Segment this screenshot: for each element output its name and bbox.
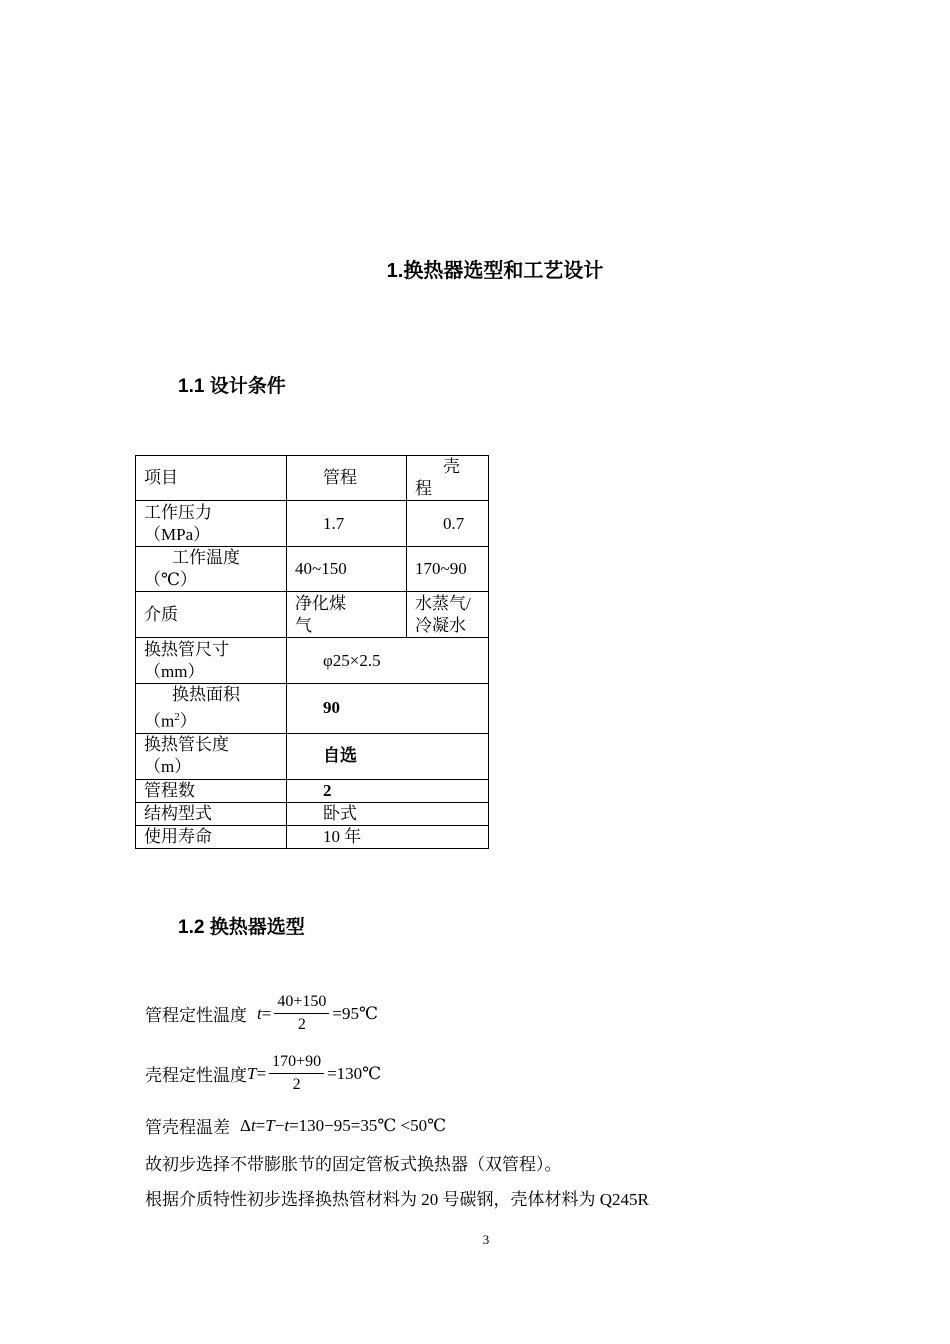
eq2-fraction — [269, 1051, 324, 1096]
equation-shell-temperature — [145, 1051, 381, 1096]
header-tube: 管程 — [287, 456, 407, 501]
eq2-equals: = — [256, 1063, 267, 1083]
design-conditions-table — [135, 455, 489, 849]
medium-tube-line2: 气 — [295, 615, 312, 635]
life-label: 使用寿命 — [136, 825, 287, 848]
eq3-minus: − — [274, 1115, 285, 1135]
eq3-T: T — [265, 1115, 275, 1135]
medium-shell-line1: 水蒸气/ — [415, 593, 471, 613]
tube-size-label-line2: （mm） — [144, 661, 205, 681]
header-item: 项目 — [136, 456, 287, 501]
table-row — [136, 779, 489, 802]
table-row — [136, 733, 489, 779]
table-row — [136, 592, 489, 638]
table-row — [136, 802, 489, 825]
temperature-shell: 170~90 — [407, 547, 489, 592]
medium-shell — [407, 592, 489, 638]
eq3-delta: Δ — [240, 1115, 251, 1135]
eq2-label: 壳程定性温度 — [145, 1066, 247, 1085]
eq1-fraction — [274, 991, 329, 1036]
eq2-numerator: 170+90 — [269, 1051, 324, 1074]
area-label-line2 — [144, 706, 286, 733]
table-row — [136, 501, 489, 547]
tube-size-label — [136, 638, 287, 684]
temperature-label-line2: （℃） — [144, 570, 198, 589]
eq1-denominator: 2 — [297, 1016, 306, 1033]
medium-label: 介质 — [136, 592, 287, 638]
eq1-numerator: 40+150 — [274, 991, 329, 1014]
section-heading-design-conditions: 1.1 设计条件 — [178, 376, 286, 397]
pressure-label-line2: （MPa） — [144, 524, 211, 544]
eq2-var: T — [247, 1063, 257, 1083]
area-unit-suffix: ） — [179, 711, 197, 731]
eq1-result: =95℃ — [332, 1003, 378, 1023]
paragraph-selection: 故初步选择不带膨胀节的固定管板式换热器（双管程）。 — [145, 1155, 562, 1174]
table-row — [136, 638, 489, 684]
equation-temperature-difference — [145, 1113, 446, 1138]
area-value: 90 — [287, 684, 489, 734]
header-shell-line1: 壳 — [443, 457, 460, 476]
tube-size-label-line1: 换热管尺寸 — [144, 639, 229, 659]
paragraph-materials: 根据介质特性初步选择换热管材料为 20 号碳钢，壳体材料为 Q245R — [145, 1190, 649, 1209]
table-row — [136, 547, 489, 592]
eq2-result: =130℃ — [327, 1063, 382, 1083]
pressure-tube: 1.7 — [287, 501, 407, 547]
tube-length-label-line2: （m） — [144, 757, 192, 777]
structure-value: 卧式 — [287, 802, 489, 825]
eq3-equals: = — [255, 1115, 266, 1135]
eq3-t1: t — [250, 1115, 256, 1135]
area-unit-prefix: （m — [144, 711, 175, 731]
pressure-label-line1: 工作压力 — [144, 502, 212, 522]
medium-tube-line1: 净化煤 — [295, 593, 346, 613]
pressure-shell: 0.7 — [407, 501, 489, 547]
temperature-label-line1: 工作温度 — [172, 548, 240, 567]
equation-tube-temperature — [145, 991, 378, 1036]
eq1-var: t — [257, 1003, 262, 1023]
page-title: 1.换热器选型和工艺设计 — [386, 260, 604, 282]
area-label-line1: 换热面积 — [172, 685, 240, 704]
structure-label: 结构型式 — [136, 802, 287, 825]
passes-value: 2 — [287, 779, 489, 802]
eq3-label: 管壳程温差 — [145, 1118, 230, 1137]
eq3-rest: =130−95=35℃ <50℃ — [289, 1115, 447, 1135]
header-shell-line2: 程 — [415, 479, 432, 498]
eq1-label: 管程定性温度 — [145, 1006, 247, 1025]
eq3-t2: t — [284, 1115, 290, 1135]
temperature-label — [136, 547, 287, 592]
medium-tube — [287, 592, 407, 638]
tube-size-value: φ25×2.5 — [287, 638, 489, 684]
eq2-denominator: 2 — [292, 1076, 301, 1093]
page-number: 3 — [482, 1232, 490, 1247]
section-heading-selection: 1.2 换热器选型 — [178, 917, 305, 938]
passes-label: 管程数 — [136, 779, 287, 802]
temperature-tube: 40~150 — [287, 547, 407, 592]
tube-length-value: 自选 — [287, 733, 489, 779]
table-row — [136, 456, 489, 501]
table-row — [136, 684, 489, 734]
pressure-label — [136, 501, 287, 547]
eq1-equals: = — [261, 1003, 272, 1023]
tube-length-label-line1: 换热管长度 — [144, 735, 229, 755]
table-row — [136, 825, 489, 848]
medium-shell-line2: 冷凝水 — [415, 615, 466, 635]
header-shell — [407, 456, 489, 501]
area-label — [136, 684, 287, 734]
area-unit-superscript: 2 — [174, 711, 180, 723]
tube-length-label — [136, 733, 287, 779]
life-value: 10 年 — [287, 825, 489, 848]
